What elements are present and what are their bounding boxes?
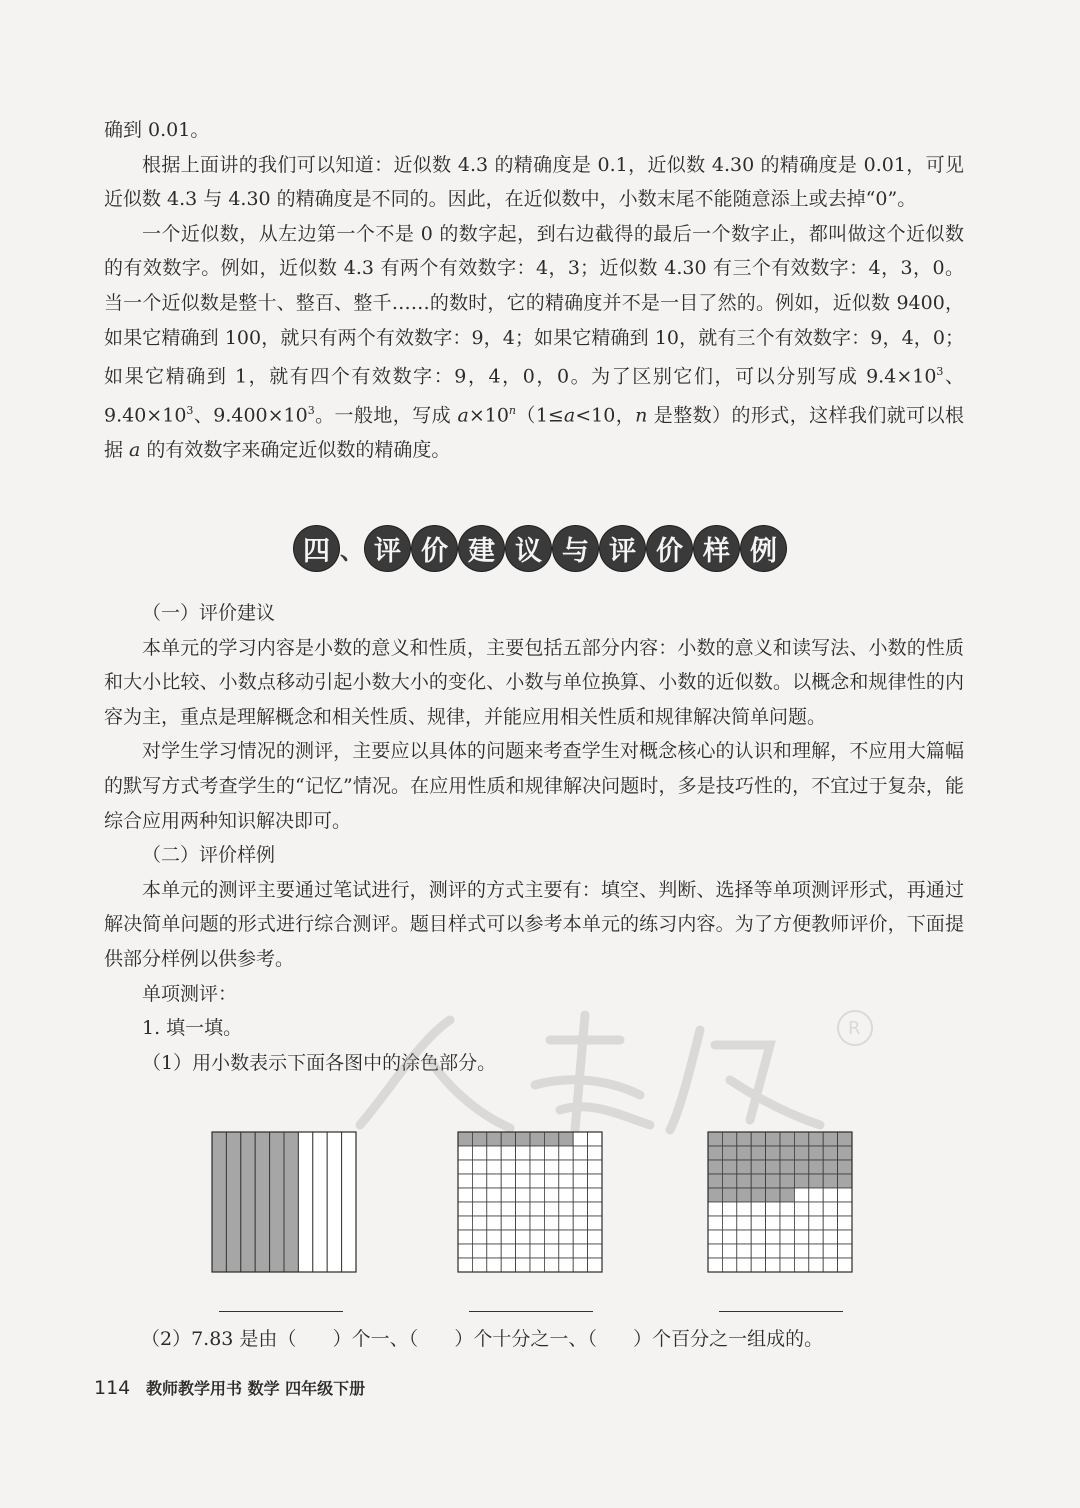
- shaded-cell: [737, 1132, 751, 1146]
- subsection-title-suggestions: （一）评价建议: [142, 602, 276, 624]
- blank-cell: [838, 1202, 852, 1216]
- shaded-cell: [708, 1188, 722, 1202]
- blank-cell: [559, 1230, 573, 1244]
- blank-cell: [544, 1216, 558, 1230]
- paragraph-unit-content: 本单元的学习内容是小数的意义和性质，主要包括五部分内容：小数的意义和读写法、小数的性质和大小比较、小数点移动引起小数大小的变化、小数与单位换算、小数的近似数。以概念和规律性的内容为主，重点是理解概念和相关性质、规律，并能应用相关性质和规律解决简单问题。: [104, 636, 964, 728]
- blank-cell: [737, 1202, 751, 1216]
- blank-cell: [501, 1188, 515, 1202]
- blank-cell: [516, 1146, 530, 1160]
- blank-cell: [838, 1230, 852, 1244]
- blank-cell: [573, 1230, 587, 1244]
- shaded-cell: [780, 1174, 794, 1188]
- blank-cell: [472, 1230, 486, 1244]
- shaded-cell: [780, 1146, 794, 1160]
- blank-cell: [722, 1230, 736, 1244]
- page-number: 114: [94, 1377, 131, 1399]
- shaded-cell: [780, 1160, 794, 1174]
- shaded-cell: [823, 1160, 837, 1174]
- heading-char: 四: [294, 526, 339, 571]
- blank-cell: [458, 1146, 472, 1160]
- blank-cell: [530, 1258, 544, 1272]
- blank-cell: [780, 1244, 794, 1258]
- item-fill-in-1: （1）用小数表示下面各图中的涂色部分。: [142, 1051, 497, 1074]
- blank-cell: [588, 1244, 602, 1258]
- blank-cell: [780, 1258, 794, 1272]
- blank-cell: [573, 1202, 587, 1216]
- blank-cell: [573, 1174, 587, 1188]
- blank-cell: [501, 1174, 515, 1188]
- blank-cell: [838, 1258, 852, 1272]
- blank-cell: [487, 1160, 501, 1174]
- blank-strip: [327, 1132, 341, 1272]
- blank-cell: [559, 1188, 573, 1202]
- blank-cell: [472, 1244, 486, 1258]
- blank-cell: [501, 1146, 515, 1160]
- blank-cell: [794, 1244, 808, 1258]
- shaded-cell: [737, 1174, 751, 1188]
- blank-cell: [766, 1244, 780, 1258]
- shaded-cell: [838, 1132, 852, 1146]
- blank-cell: [588, 1230, 602, 1244]
- blank-cell: [838, 1244, 852, 1258]
- blank-cell: [588, 1188, 602, 1202]
- heading-char: 价: [412, 526, 457, 571]
- blank-cell: [487, 1202, 501, 1216]
- shaded-cell: [737, 1188, 751, 1202]
- shaded-strip: [255, 1132, 269, 1272]
- heading-char: 评: [600, 526, 645, 571]
- blank-cell: [751, 1216, 765, 1230]
- blank-cell: [722, 1244, 736, 1258]
- shaded-cell: [794, 1160, 808, 1174]
- shaded-cell: [809, 1174, 823, 1188]
- shaded-cell: [780, 1188, 794, 1202]
- blank-cell: [530, 1174, 544, 1188]
- blank-cell: [487, 1230, 501, 1244]
- blank-cell: [530, 1244, 544, 1258]
- blank-cell: [487, 1188, 501, 1202]
- blank-cell: [737, 1216, 751, 1230]
- shaded-cell: [838, 1146, 852, 1160]
- shaded-cell: [722, 1132, 736, 1146]
- blank-cell: [544, 1202, 558, 1216]
- answer-blank-1[interactable]: [219, 1311, 343, 1312]
- paragraph-test-methods: 本单元的测评主要通过笔试进行，测评的方式主要有：填空、判断、选择等单项测评形式，再通过解决简单问题的形式进行综合测评。题目样式可以参考本单元的练习内容。为了方便教师评价，下面提供部分样例以供参考。: [104, 878, 964, 970]
- shaded-strip: [241, 1132, 255, 1272]
- blank-strip: [342, 1132, 356, 1272]
- shaded-cell: [823, 1132, 837, 1146]
- shaded-cell: [751, 1132, 765, 1146]
- shaded-cell: [838, 1174, 852, 1188]
- shaded-strip: [226, 1132, 240, 1272]
- blank-cell: [501, 1160, 515, 1174]
- blank-cell: [809, 1202, 823, 1216]
- blank-cell: [751, 1230, 765, 1244]
- blank-cell: [823, 1258, 837, 1272]
- blank-cell: [823, 1216, 837, 1230]
- publisher-watermark: [320, 1000, 900, 1140]
- shaded-cell: [794, 1174, 808, 1188]
- blank-cell: [458, 1216, 472, 1230]
- blank-cell: [838, 1188, 852, 1202]
- answer-blank-2[interactable]: [469, 1311, 593, 1312]
- blank-cell: [766, 1230, 780, 1244]
- blank-cell: [501, 1202, 515, 1216]
- blank-cell: [472, 1174, 486, 1188]
- subsection-title-examples: （二）评价样例: [142, 844, 276, 867]
- blank-cell: [737, 1244, 751, 1258]
- blank-cell: [794, 1202, 808, 1216]
- shaded-cell: [823, 1174, 837, 1188]
- heading-char: 、: [340, 536, 364, 565]
- shaded-strip: [284, 1132, 298, 1272]
- blank-strip: [313, 1132, 327, 1272]
- blank-cell: [501, 1216, 515, 1230]
- blank-cell: [559, 1202, 573, 1216]
- blank-cell: [458, 1230, 472, 1244]
- blank-cell: [559, 1174, 573, 1188]
- svg-text:R: R: [848, 1018, 861, 1039]
- item-fill-in-2: （2）7.83 是由（ ）个一、（ ）个十分之一、（ ）个百分之一组成的。: [141, 1328, 824, 1350]
- blank-cell: [487, 1258, 501, 1272]
- blank-cell: [544, 1174, 558, 1188]
- blank-cell: [809, 1244, 823, 1258]
- blank-cell: [823, 1202, 837, 1216]
- blank-cell: [751, 1258, 765, 1272]
- item-fill-in: 1. 填一填。: [142, 1017, 243, 1040]
- shaded-cell: [766, 1132, 780, 1146]
- blank-cell: [722, 1216, 736, 1230]
- blank-cell: [516, 1230, 530, 1244]
- shaded-cell: [708, 1160, 722, 1174]
- shaded-cell: [737, 1146, 751, 1160]
- shaded-cell: [487, 1132, 501, 1146]
- shaded-cell: [722, 1146, 736, 1160]
- blank-cell: [530, 1202, 544, 1216]
- blank-cell: [573, 1188, 587, 1202]
- shaded-cell: [472, 1132, 486, 1146]
- blank-cell: [544, 1244, 558, 1258]
- blank-cell: [573, 1216, 587, 1230]
- blank-cell: [809, 1230, 823, 1244]
- blank-cell: [708, 1244, 722, 1258]
- blank-cell: [780, 1202, 794, 1216]
- blank-cell: [794, 1258, 808, 1272]
- heading-char: 样: [694, 526, 739, 571]
- blank-cell: [573, 1160, 587, 1174]
- shaded-cell: [838, 1160, 852, 1174]
- blank-cell: [472, 1160, 486, 1174]
- shaded-cell: [458, 1132, 472, 1146]
- blank-cell: [559, 1258, 573, 1272]
- shaded-cell: [823, 1146, 837, 1160]
- shaded-strip: [212, 1132, 226, 1272]
- blank-cell: [472, 1146, 486, 1160]
- shaded-cell: [722, 1188, 736, 1202]
- shaded-cell: [751, 1188, 765, 1202]
- blank-cell: [487, 1244, 501, 1258]
- blank-cell: [573, 1258, 587, 1272]
- shaded-cell: [766, 1146, 780, 1160]
- shaded-cell: [722, 1174, 736, 1188]
- blank-cell: [588, 1160, 602, 1174]
- blank-cell: [544, 1146, 558, 1160]
- blank-cell: [544, 1160, 558, 1174]
- shaded-cell: [766, 1160, 780, 1174]
- blank-cell: [722, 1202, 736, 1216]
- blank-cell: [766, 1202, 780, 1216]
- shaded-cell: [780, 1132, 794, 1146]
- blank-cell: [472, 1188, 486, 1202]
- blank-cell: [516, 1174, 530, 1188]
- figure-tenths-strips: [211, 1131, 357, 1273]
- blank-cell: [823, 1244, 837, 1258]
- shaded-cell: [722, 1160, 736, 1174]
- blank-cell: [472, 1258, 486, 1272]
- blank-cell: [544, 1258, 558, 1272]
- book-title: 教师教学用书 数学 四年级下册: [146, 1379, 366, 1398]
- blank-cell: [737, 1258, 751, 1272]
- blank-cell: [588, 1202, 602, 1216]
- blank-cell: [573, 1244, 587, 1258]
- blank-cell: [588, 1174, 602, 1188]
- heading-char: 价: [647, 526, 692, 571]
- shaded-cell: [544, 1132, 558, 1146]
- blank-cell: [780, 1216, 794, 1230]
- shaded-cell: [766, 1188, 780, 1202]
- blank-cell: [487, 1146, 501, 1160]
- blank-cell: [458, 1258, 472, 1272]
- figure-hundred-grid-2: [707, 1131, 853, 1273]
- blank-cell: [737, 1230, 751, 1244]
- blank-cell: [780, 1230, 794, 1244]
- blank-strip: [298, 1132, 312, 1272]
- blank-cell: [530, 1230, 544, 1244]
- blank-cell: [751, 1202, 765, 1216]
- blank-cell: [516, 1244, 530, 1258]
- blank-cell: [530, 1188, 544, 1202]
- blank-cell: [516, 1202, 530, 1216]
- blank-cell: [588, 1258, 602, 1272]
- blank-cell: [573, 1146, 587, 1160]
- blank-cell: [487, 1216, 501, 1230]
- single-test-label: 单项测评：: [142, 982, 238, 1005]
- shaded-cell: [809, 1160, 823, 1174]
- answer-blank-3[interactable]: [719, 1311, 843, 1312]
- shaded-cell: [708, 1174, 722, 1188]
- figure-hundred-grid-1: [457, 1131, 603, 1273]
- shaded-cell: [751, 1174, 765, 1188]
- shaded-cell: [708, 1132, 722, 1146]
- shaded-cell: [809, 1132, 823, 1146]
- blank-cell: [838, 1216, 852, 1230]
- blank-cell: [794, 1216, 808, 1230]
- blank-cell: [501, 1244, 515, 1258]
- blank-cell: [823, 1188, 837, 1202]
- shaded-cell: [708, 1146, 722, 1160]
- section-heading: [0, 525, 1080, 571]
- blank-cell: [458, 1174, 472, 1188]
- shaded-cell: [530, 1132, 544, 1146]
- blank-cell: [794, 1188, 808, 1202]
- blank-cell: [708, 1258, 722, 1272]
- blank-cell: [823, 1230, 837, 1244]
- blank-cell: [530, 1160, 544, 1174]
- blank-cell: [544, 1188, 558, 1202]
- blank-cell: [501, 1230, 515, 1244]
- blank-cell: [809, 1216, 823, 1230]
- blank-cell: [559, 1216, 573, 1230]
- blank-cell: [588, 1132, 602, 1146]
- blank-cell: [708, 1216, 722, 1230]
- heading-char: 评: [365, 526, 410, 571]
- shaded-cell: [751, 1160, 765, 1174]
- blank-cell: [530, 1146, 544, 1160]
- shaded-cell: [501, 1132, 515, 1146]
- blank-cell: [530, 1216, 544, 1230]
- blank-cell: [559, 1244, 573, 1258]
- heading-char: 例: [741, 526, 786, 571]
- blank-cell: [751, 1244, 765, 1258]
- blank-cell: [544, 1230, 558, 1244]
- blank-cell: [487, 1174, 501, 1188]
- blank-cell: [588, 1146, 602, 1160]
- blank-cell: [809, 1258, 823, 1272]
- shaded-cell: [794, 1146, 808, 1160]
- shaded-cell: [737, 1160, 751, 1174]
- paragraph-assessment: 对学生学习情况的测评，主要应以具体的问题来考查学生对概念核心的认识和理解，不应用大篇幅的默写方式考查学生的“记忆”情况。在应用性质和规律解决问题时，多是技巧性的，不宜过于复杂，能综合应用两种知识解决即可。: [104, 740, 964, 832]
- shaded-cell: [751, 1146, 765, 1160]
- blank-cell: [458, 1244, 472, 1258]
- heading-char: 建: [459, 526, 504, 571]
- blank-cell: [588, 1216, 602, 1230]
- shaded-strip: [270, 1132, 284, 1272]
- shaded-cell: [794, 1132, 808, 1146]
- blank-cell: [516, 1188, 530, 1202]
- blank-cell: [766, 1258, 780, 1272]
- shaded-cell: [809, 1146, 823, 1160]
- blank-cell: [573, 1132, 587, 1146]
- blank-cell: [766, 1216, 780, 1230]
- shaded-cell: [516, 1132, 530, 1146]
- blank-cell: [809, 1188, 823, 1202]
- blank-cell: [708, 1202, 722, 1216]
- blank-cell: [458, 1202, 472, 1216]
- blank-cell: [559, 1160, 573, 1174]
- page-footer: [94, 1376, 365, 1399]
- paragraph-precision: 根据上面讲的我们可以知道：近似数 4.3 的精确度是 0.1，近似数 4.30 的精确度是 0.01，可见近似数 4.3 与 4.30 的精确度是不同的。因此，在近似数中，小数末尾不能随意添上或去掉“0”。: [104, 153, 964, 211]
- blank-cell: [794, 1230, 808, 1244]
- blank-cell: [722, 1258, 736, 1272]
- blank-cell: [501, 1258, 515, 1272]
- paragraph-continuation: 确到 0.01。: [104, 119, 210, 141]
- blank-cell: [472, 1216, 486, 1230]
- blank-cell: [516, 1216, 530, 1230]
- blank-cell: [708, 1230, 722, 1244]
- blank-cell: [516, 1258, 530, 1272]
- blank-cell: [516, 1160, 530, 1174]
- shaded-cell: [559, 1132, 573, 1146]
- blank-cell: [559, 1146, 573, 1160]
- heading-char: 议: [506, 526, 551, 571]
- intro-text: [104, 113, 964, 468]
- blank-cell: [472, 1202, 486, 1216]
- blank-cell: [458, 1188, 472, 1202]
- blank-cell: [458, 1160, 472, 1174]
- heading-char: 与: [553, 526, 598, 571]
- paragraph-significant-figures: 一个近似数，从左边第一个不是 0 的数字起，到右边截得的最后一个数字止，都叫做这个近似数的有效数字。例如，近似数 4.3 有两个有效数字：4，3；近似数 4.30 有三个有效数字：4，3，0。当一个近似数是整十、整百、整千……的数时，它的精确度并不是一目了然的。例如，近似数 9400，如果它精确到 100，就只有两个有效数字：9，4；如果它精确到 10，就有三个有效数字：9，4，0；如果它精确到 1，就有四个有效数字：9，4，0，0。为了区别它们，可以分别写成 $9.4\times 10^3$、$9.40\times 10^3$、$9.400\times 10^3$。一般地，写成 $a\times 10^n(1\le a<10$，n 是整数）的形式，这样我们就可以根据 a 的有效数字来确定近似数的精确度。: [104, 222, 964, 461]
- shaded-cell: [766, 1174, 780, 1188]
